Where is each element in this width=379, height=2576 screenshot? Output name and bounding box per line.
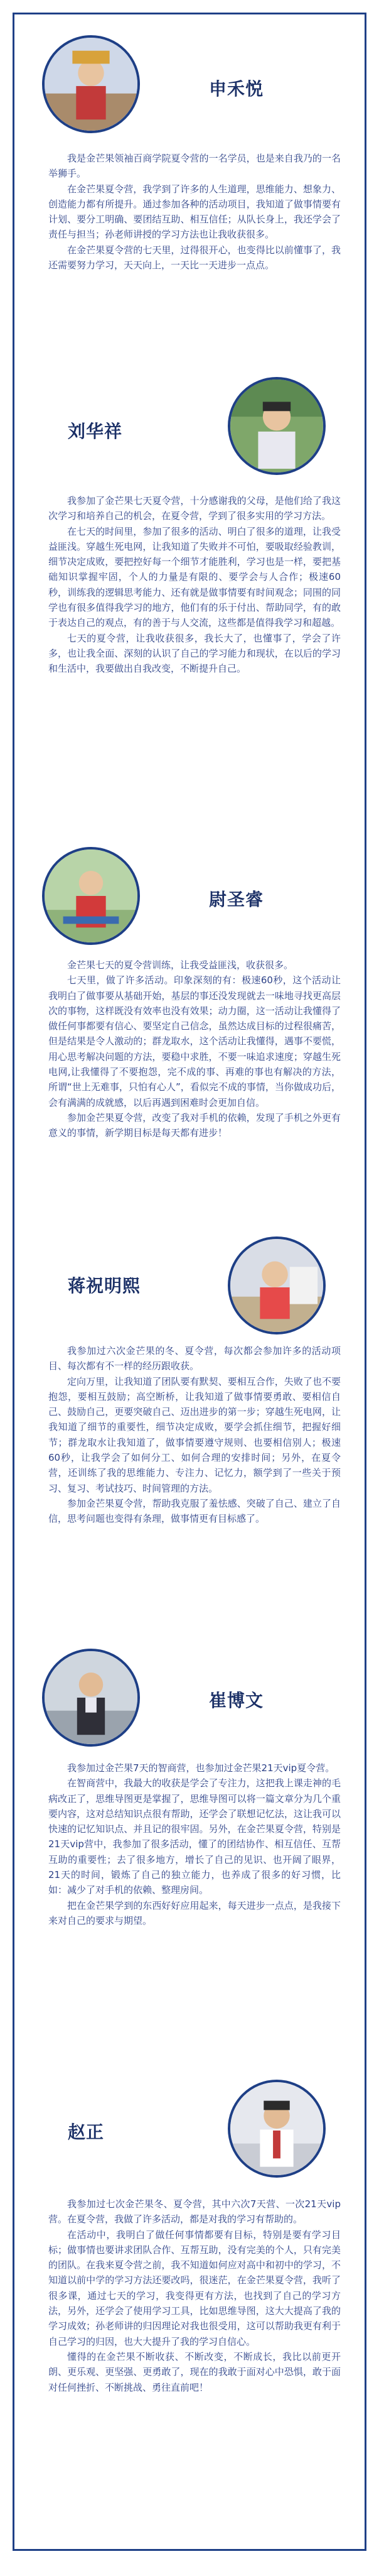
paragraph: 把在金芒果学到的东西好好应用起来，每天进步一点点，是我接下来对自己的要求与期望。	[48, 1899, 341, 1926]
paragraph: 在金芒果夏令营的七天里，过得很开心，也变得比以前懂事了，我还需要努力学习，天天向上，一天比一天进步一点点。	[48, 244, 341, 271]
student-name-4: 蒋祝明熙	[68, 1275, 141, 1296]
paragraph: 七天里，做了许多活动。印象深刻的有：极速60秒，这个活动让我明白了做事要从基础开始，基层的事还没发现就去一味地寻找更高层次的事物，这样既没有效率也没有效果；动力圈，这一活动让我懂得了做任何事都要有信心、要坚定自己信念，虽然达成目标的过程很痛苦，但是结果是令人激动的；群龙取水，这个活动让我懂得，遇事不要慌，用心思考解决问题的方法，要稳中求胜，不要一味追求速度；穿越生死电网,让我懂得了不要抱怨，完不成的事、再难的事也有解决的方法，所谓“世上无难事，只怕有心人”，看似完不成的事情，当你做成功后，会有满满的成就感，以后再遇到困难时会更加自信。	[48, 974, 341, 1108]
student-name-6: 赵正	[68, 2122, 105, 2142]
student-photo-icon	[230, 1239, 323, 1332]
student-photo-icon	[45, 1651, 137, 1744]
student-photo-icon	[230, 379, 323, 472]
paragraph: 我是金芒果领袖百商学院夏令营的一名学员，也是来自我乃的一名举狮手。	[48, 153, 341, 180]
paragraph: 在金芒果夏令营，我学到了许多的人生道理，思维能力、想象力、创造能力都有所提升。通过参加各种的活动项目，我知道了做事情要有计划、要分工明确、要团结互助、相互信任；从队长身上，我还学会了责任与担当；孙老师讲授的学习方法也让我收获很多。	[48, 183, 341, 241]
student-photo-2	[228, 377, 326, 475]
paragraph: 定向万里，让我知道了团队要有默契、要相互合作，失败了也不要抱怨，要相互鼓励；高空断桥，让我知道了做事情要勇敢、要相信自己、鼓励自己，更要突破自己、迈出进步的第一步；穿越生死电网，让我知道了细节的重要性，细节决定成败，要学会抓住细节，把握好细节；群龙取水让我知道了，做事情要遵守规则、也要相信别人；极速60秒，让我学会了如何分工、如何合理的安排时间；另外，在夏令营，还训练了我的思维能力、专注力、记忆力，额学到了一些关于预习、复习、考试技巧、时间管理的方法。	[48, 1375, 341, 1494]
paragraph: 在智商营中，我最大的收获是学会了专注力，这把我上课走神的毛病改正了，思维导图更是掌握了，思维导图可以将一篇文章分为几个重要内容，这对总结知识点很有帮助，还学会了联想记忆法，这让我可以快速的记忆知识点、并且记的很牢固。另外，在金芒果夏令营，特别是21天vip营中，我参加了很多活动，懂了的团结协作、相互信任、互帮互助的重要性；去了很多地方，增长了自己的见识、也开阔了眼界，21天的时间，锻炼了自己的独立能力，也养成了很多的好习惯，比如：减少了对手机的依赖、整理房间。	[48, 1777, 341, 1896]
paragraph: 在七天的时间里，参加了很多的活动、明白了很多的道理，让我受益匪浅。穿越生死电网，让我知道了失败并不可怕，要吸取经验教训，细节决定成败，要把控好每一个细节才能胜利，学习也是一样，要把基础知识掌握牢固，个人的力量是有限的、要学会与人合作；极速60秒，训练我的逻辑思考能力、还有就是做事情要有时间观念；同围的同学也有很多值得我学习的地方，他们有的乐于付出、帮助同学，有的敢于表达自己的观点，有的善于与人交流，这些都是值得我学习和超越。	[48, 525, 341, 629]
student-name-3: 尉圣睿	[209, 889, 264, 910]
page-frame	[13, 13, 366, 2551]
student-text-5	[48, 1760, 341, 1928]
student-text-4	[48, 1343, 341, 1527]
paragraph: 参加金芒果夏令营，帮助我克服了羞怯感、突破了自己、建立了自信，思考问题也变得有条理，做事情更有目标感了。	[48, 1497, 341, 1525]
paragraph: 我参加过金芒果7天的智商营，也参加过金芒果21天vip夏令营。	[67, 1762, 335, 1774]
student-name-2: 刘华祥	[68, 421, 123, 442]
paragraph: 我参加了金芒果七天夏令营，十分感谢我的父母，是他们给了我这次学习和培养自己的机会，在夏令营，学到了很多实用的学习方法。	[48, 495, 341, 522]
student-photo-5	[42, 1649, 140, 1747]
student-photo-icon	[45, 38, 137, 131]
paragraph: 懂得的在金芒果不断收获、不断改变，不断成长，我比以前更开朗、更乐观、更坚强、更勇敢了，现在的我敢于面对心中恐惧，敢于面对任何挫折、不断挑战、勇往直前吧！	[48, 2350, 341, 2393]
student-photo-4	[228, 1236, 326, 1334]
paragraph: 我参加过六次金芒果的冬、夏令营，每次都会参加许多的活动项目、每次都有不一样的经历跟收获。	[48, 1345, 341, 1372]
student-photo-1	[42, 35, 140, 133]
student-text-2	[48, 493, 341, 677]
paragraph: 在活动中，我明白了做任何事情都要有目标，特别是要有学习目标；做事情也要讲求团队合作、互帮互助，没有完美的个人，只有完美的团队。在我来夏令营之前，我不知道如何应对高中和初中的学习，不知道以前中学的学习方法还要改吗，很迷茫，在金芒果夏令营，我听了很多课，通过七天的学习，我变得更有方法，也找到了自己的学习方法，另外，还学会了使用学习工具，比如思维导图，这大大提高了我的学习成效；孙老师讲的归因理论对我也很受用，这可以帮助我更有利于自己学习的归因，也大大提升了我的学习自信心。	[48, 2229, 341, 2347]
paragraph: 七天的夏令营，让我收获很多，我长大了，也懂事了，学会了许多，也让我全面、深刻的认识了自己的学习能力和现状，在以后的学习和生活中，我要做出自我改变，不断提升自己。	[48, 632, 341, 675]
student-text-3	[48, 958, 341, 1141]
paragraph: 我参加过七次金芒果冬、夏令营，其中六次7天营、一次21天vip营。在夏令营，我做了许多活动，都是对我的学习有帮助的。	[48, 2198, 341, 2225]
paragraph: 参加金芒果夏令营，改变了我对手机的依赖，发现了手机之外更有意义的事情，新学期目标是每天都有进步！	[48, 1111, 341, 1139]
student-name-5: 崔博文	[209, 1690, 264, 1711]
student-photo-icon	[230, 2082, 323, 2175]
student-photo-icon	[45, 849, 137, 942]
student-name-1: 申禾悦	[209, 79, 264, 99]
student-text-6	[48, 2197, 341, 2395]
student-text-1	[48, 151, 341, 273]
student-photo-3	[42, 847, 140, 945]
student-photo-6	[228, 2080, 326, 2178]
paragraph: 金芒果七天的夏令营训练，让我受益匪浅，收获很多。	[67, 959, 294, 971]
